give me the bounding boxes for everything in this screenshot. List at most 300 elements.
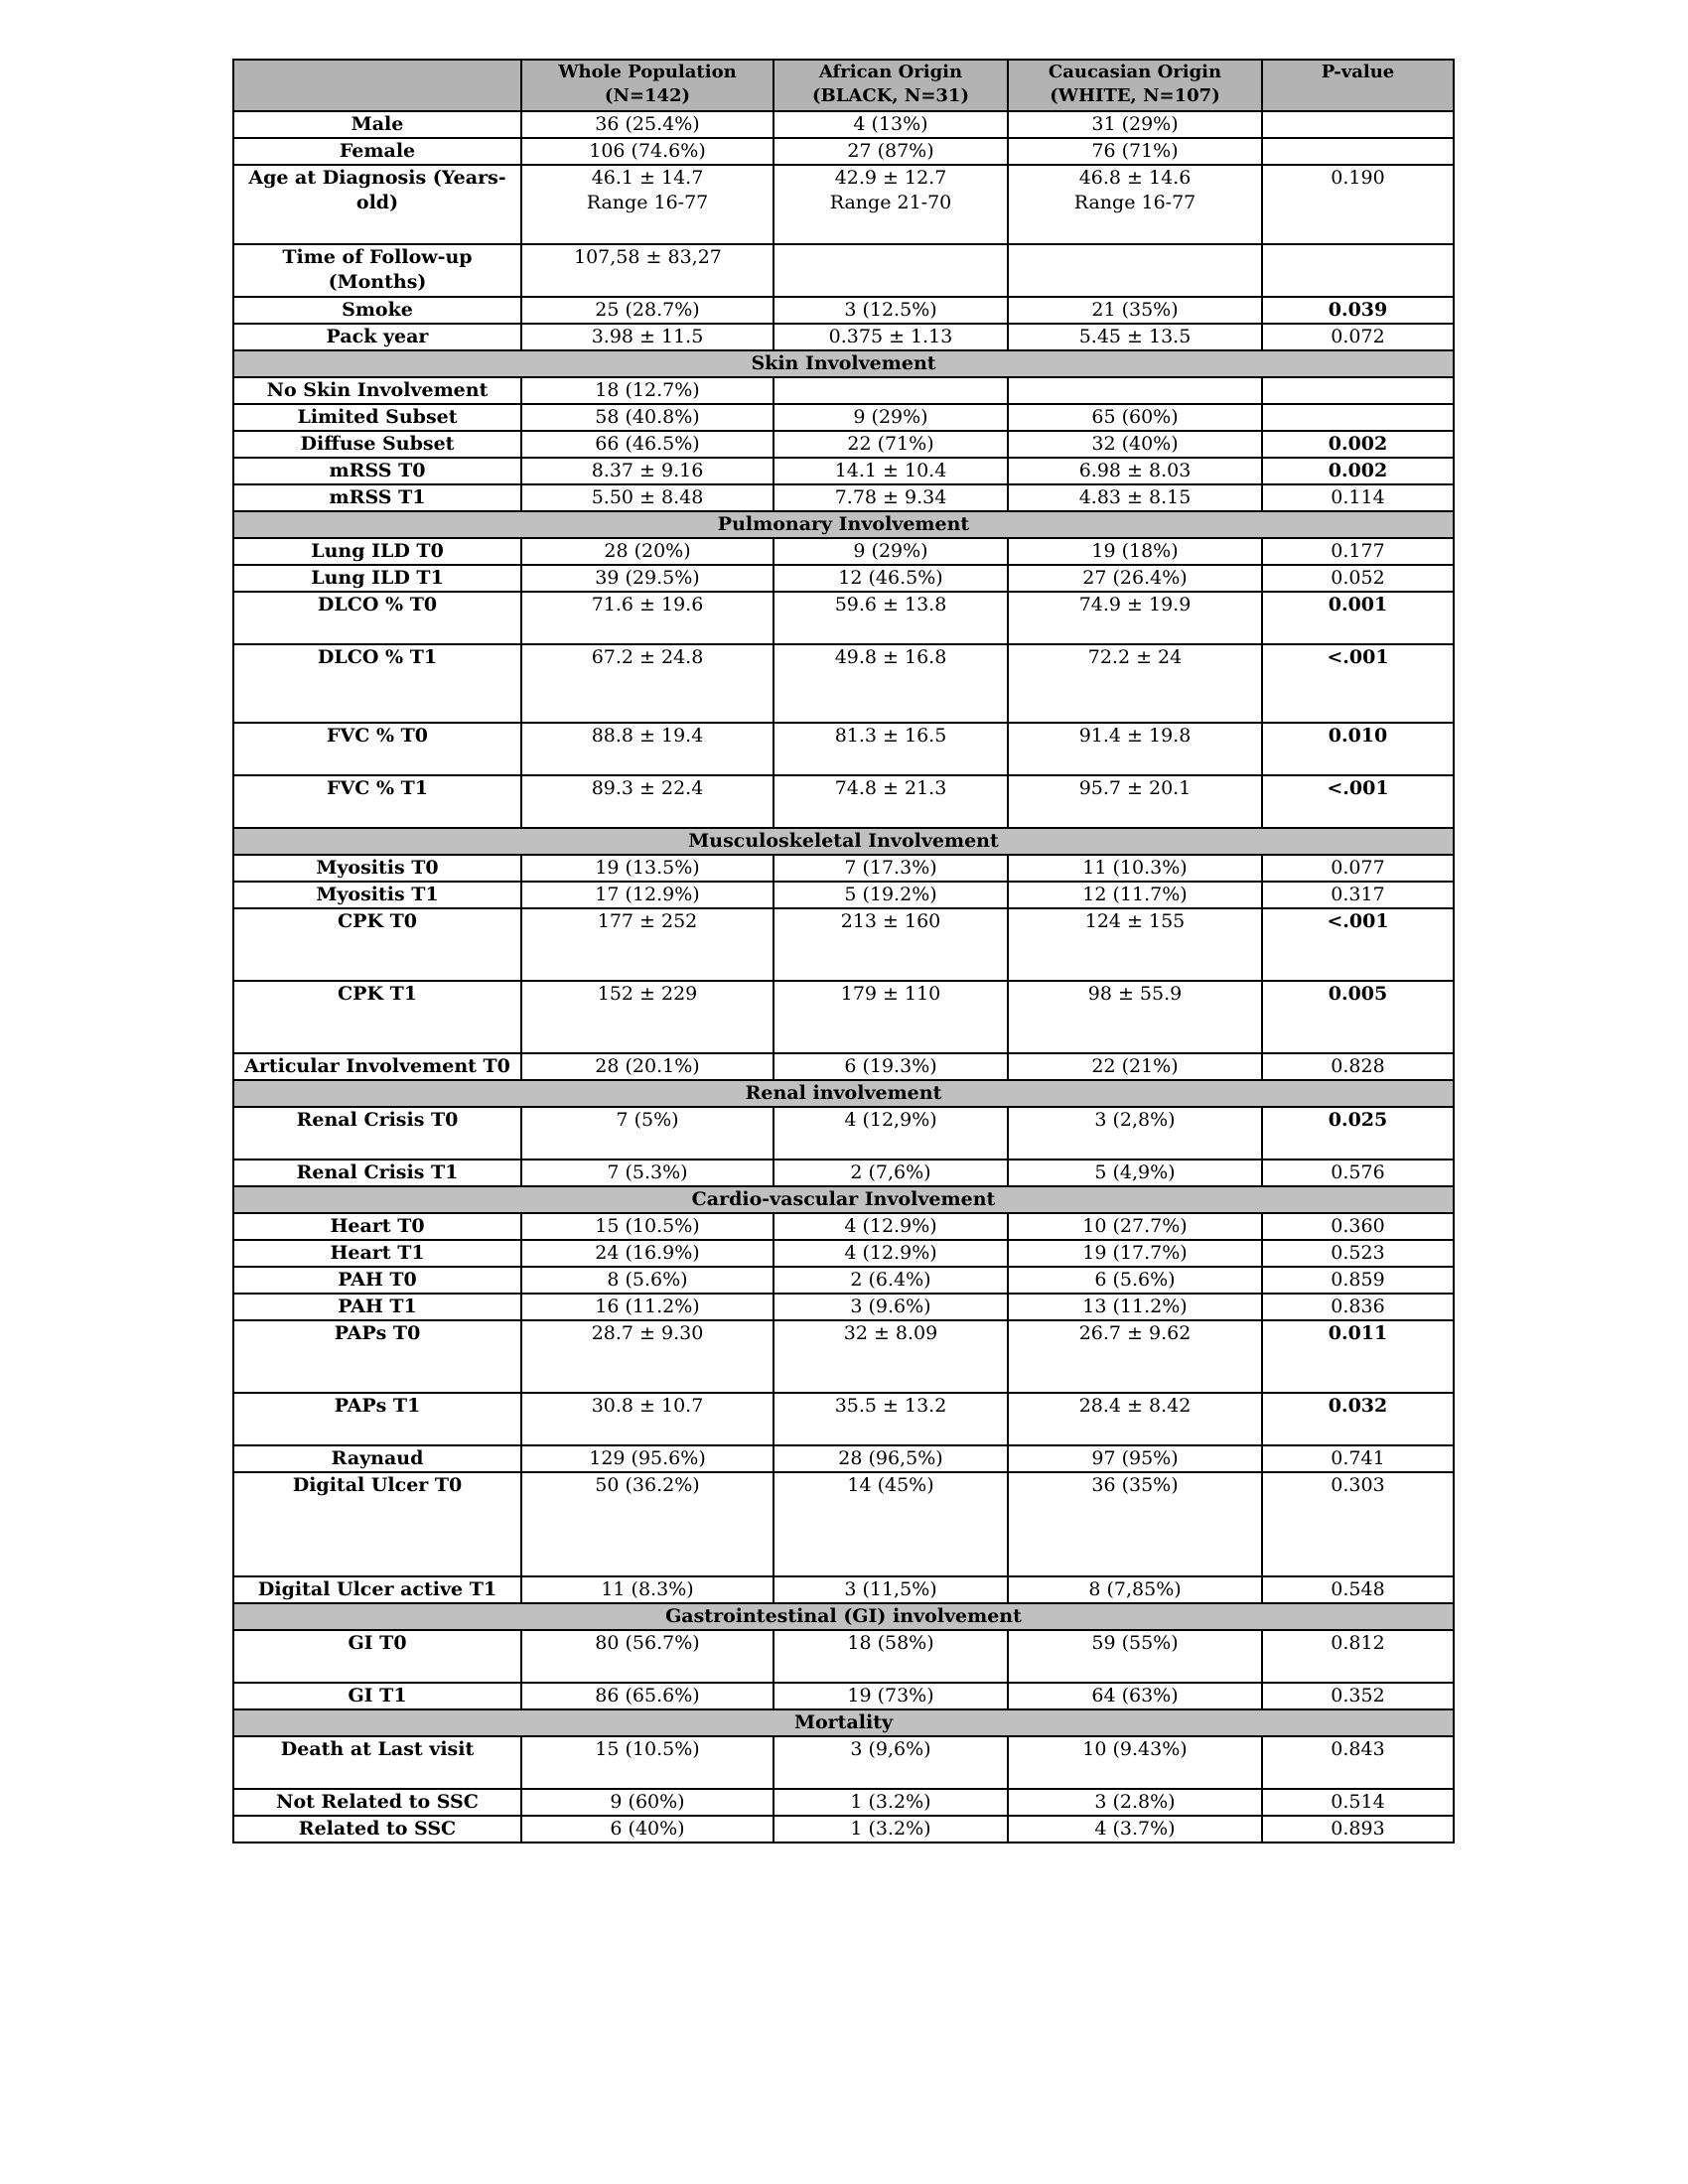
row-label: Myositis T1: [233, 882, 521, 908]
caucasian-origin-cell-value: 95.7 ± 20.1: [1078, 777, 1192, 799]
row-label: Related to SSC: [233, 1816, 521, 1843]
whole-population-cell: [521, 1736, 774, 1789]
whole-population-cell: [521, 111, 774, 138]
table-row: [233, 1576, 1454, 1603]
african-origin-cell-value: 3 (12.5%): [844, 299, 937, 321]
table-row: [233, 1053, 1454, 1080]
section-header-row: [233, 1186, 1454, 1213]
row-label: PAPs T1: [233, 1393, 521, 1445]
p-value-cell: 0.352: [1262, 1683, 1454, 1709]
table-row: [233, 431, 1454, 458]
caucasian-origin-cell-value: 5 (4,9%): [1094, 1161, 1176, 1183]
row-label: Raynaud: [233, 1445, 521, 1472]
caucasian-origin-cell: [1008, 1107, 1262, 1160]
caucasian-origin-cell: [1008, 775, 1262, 828]
p-value-cell: 0.548: [1262, 1576, 1454, 1603]
p-value-cell: 0.836: [1262, 1294, 1454, 1320]
caucasian-origin-cell: [1008, 1789, 1262, 1816]
row-label: Renal Crisis T0: [233, 1107, 521, 1160]
african-origin-cell: [774, 244, 1008, 297]
p-value-cell: 0.317: [1262, 882, 1454, 908]
whole-population-cell-value: 39 (29.5%): [595, 567, 700, 589]
whole-population-cell: [521, 1294, 774, 1320]
header-caucasian-origin-title: Caucasian Origin: [1048, 62, 1222, 82]
p-value-cell: 0.828: [1262, 1053, 1454, 1080]
african-origin-cell: [774, 538, 1008, 565]
p-value-cell: [1262, 377, 1454, 404]
caucasian-origin-cell: [1008, 855, 1262, 882]
african-origin-cell: [774, 855, 1008, 882]
african-origin-cell: [774, 565, 1008, 592]
header-row: [233, 60, 1454, 111]
whole-population-cell: [521, 908, 774, 981]
whole-population-cell-value: 50 (36.2%): [595, 1474, 700, 1496]
section-title: Renal involvement: [233, 1080, 1454, 1107]
table-row: [233, 882, 1454, 908]
table-row: [233, 1393, 1454, 1445]
whole-population-cell-value: 36 (25.4%): [595, 113, 700, 135]
caucasian-origin-cell-value: 64 (63%): [1091, 1685, 1179, 1706]
african-origin-cell: [774, 404, 1008, 431]
caucasian-origin-cell: [1008, 377, 1262, 404]
african-origin-cell: [774, 1320, 1008, 1393]
caucasian-origin-cell: [1008, 1472, 1262, 1576]
whole-population-cell: [521, 775, 774, 828]
caucasian-origin-cell-value: 10 (9.43%): [1082, 1738, 1188, 1760]
p-value-cell: 0.039: [1262, 297, 1454, 324]
row-label: Lung ILD T0: [233, 538, 521, 565]
african-origin-cell-value: 27 (87%): [847, 140, 934, 162]
whole-population-cell-value: 30.8 ± 10.7: [591, 1395, 704, 1417]
p-value-cell: 0.011: [1262, 1320, 1454, 1393]
row-label: mRSS T0: [233, 458, 521, 484]
african-origin-cell: [774, 1267, 1008, 1294]
p-value-cell: 0.859: [1262, 1267, 1454, 1294]
row-label: FVC % T0: [233, 723, 521, 775]
table-row: [233, 1736, 1454, 1789]
row-label: Death at Last visit: [233, 1736, 521, 1789]
row-label: Pack year: [233, 324, 521, 350]
african-origin-cell-value: 6 (19.3%): [844, 1055, 937, 1077]
caucasian-origin-cell-value: 27 (26.4%): [1082, 567, 1188, 589]
african-origin-cell-value: 18 (58%): [847, 1632, 934, 1654]
caucasian-origin-cell-value: 22 (21%): [1091, 1055, 1179, 1077]
african-origin-cell: [774, 1053, 1008, 1080]
whole-population-cell: [521, 1445, 774, 1472]
caucasian-origin-cell-value: 46.8 ± 14.6: [1078, 167, 1192, 189]
section-header-row: [233, 511, 1454, 538]
caucasian-origin-cell: [1008, 484, 1262, 511]
row-label: Renal Crisis T1: [233, 1160, 521, 1186]
section-title: Musculoskeletal Involvement: [233, 828, 1454, 855]
african-origin-cell: [774, 882, 1008, 908]
row-label: Myositis T0: [233, 855, 521, 882]
whole-population-cell-value: 3.98 ± 11.5: [591, 326, 704, 347]
caucasian-origin-cell: [1008, 565, 1262, 592]
table-row: [233, 1213, 1454, 1240]
whole-population-cell-value: 8.37 ± 9.16: [591, 460, 704, 481]
row-label: Not Related to SSC: [233, 1789, 521, 1816]
section-title: Pulmonary Involvement: [233, 511, 1454, 538]
whole-population-cell: [521, 324, 774, 350]
caucasian-origin-cell: [1008, 431, 1262, 458]
caucasian-origin-cell: [1008, 1576, 1262, 1603]
african-origin-cell: [774, 1630, 1008, 1683]
caucasian-origin-cell-value: 10 (27.7%): [1082, 1215, 1188, 1237]
african-origin-cell: [774, 775, 1008, 828]
african-origin-cell-value: 213 ± 160: [840, 910, 941, 932]
table-row: [233, 458, 1454, 484]
african-origin-cell-value: 4 (12.9%): [844, 1215, 937, 1237]
whole-population-cell-value: 8 (5.6%): [607, 1269, 688, 1291]
caucasian-origin-cell-value: 76 (71%): [1091, 140, 1179, 162]
table-header: [233, 60, 1454, 111]
caucasian-origin-cell-value: 4.83 ± 8.15: [1078, 486, 1192, 508]
whole-population-cell-value: 19 (13.5%): [595, 857, 700, 879]
header-blank: [233, 60, 521, 111]
african-origin-cell: [774, 1213, 1008, 1240]
african-origin-cell-value: 35.5 ± 13.2: [834, 1395, 947, 1417]
african-origin-cell-value: 9 (29%): [853, 406, 928, 428]
caucasian-origin-cell-value: 13 (11.2%): [1082, 1296, 1188, 1317]
caucasian-origin-cell-value: 91.4 ± 19.8: [1078, 725, 1192, 747]
header-african-origin: [774, 60, 1008, 111]
caucasian-origin-cell: [1008, 138, 1262, 165]
table-row: [233, 538, 1454, 565]
row-label: Female: [233, 138, 521, 165]
whole-population-cell-value: 80 (56.7%): [595, 1632, 700, 1654]
table-row: [233, 1789, 1454, 1816]
p-value-cell: 0.514: [1262, 1789, 1454, 1816]
whole-population-cell: [521, 377, 774, 404]
caucasian-origin-cell-value: 5.45 ± 13.5: [1078, 326, 1192, 347]
african-origin-cell: [774, 592, 1008, 644]
whole-population-cell-value: 152 ± 229: [597, 983, 698, 1005]
caucasian-origin-cell-value: 59 (55%): [1091, 1632, 1179, 1654]
table-row: [233, 1107, 1454, 1160]
table-body: [233, 111, 1454, 1843]
whole-population-cell-value: 17 (12.9%): [595, 884, 700, 905]
african-origin-cell-value: 32 ± 8.09: [843, 1322, 938, 1344]
whole-population-cell: [521, 644, 774, 723]
caucasian-origin-cell: [1008, 538, 1262, 565]
african-origin-cell-value: 3 (11,5%): [844, 1578, 937, 1600]
section-title: Skin Involvement: [233, 350, 1454, 377]
row-label: Smoke: [233, 297, 521, 324]
p-value-cell: [1262, 244, 1454, 297]
whole-population-cell-value: 86 (65.6%): [595, 1685, 700, 1706]
row-label: PAH T0: [233, 1267, 521, 1294]
p-value-cell: 0.002: [1262, 458, 1454, 484]
caucasian-origin-cell: [1008, 1294, 1262, 1320]
whole-population-cell: [521, 1160, 774, 1186]
african-origin-cell-value: 74.8 ± 21.3: [834, 777, 947, 799]
african-origin-cell-value: 42.9 ± 12.7: [834, 167, 947, 189]
african-origin-cell-value: 0.375 ± 1.13: [828, 326, 953, 347]
section-header-row: [233, 350, 1454, 377]
row-label: Limited Subset: [233, 404, 521, 431]
whole-population-cell: [521, 1053, 774, 1080]
p-value-cell: 0.052: [1262, 565, 1454, 592]
p-value-cell: 0.072: [1262, 324, 1454, 350]
african-origin-cell: [774, 723, 1008, 775]
african-origin-cell-value: 19 (73%): [847, 1685, 934, 1706]
table-row: [233, 165, 1454, 244]
header-whole-population-title: Whole Population: [558, 62, 737, 82]
caucasian-origin-cell-value: 32 (40%): [1091, 433, 1179, 455]
table-row: [233, 244, 1454, 297]
row-label: Age at Diagnosis (Years-old): [233, 165, 521, 244]
whole-population-cell-value: 16 (11.2%): [595, 1296, 700, 1317]
table-row: [233, 111, 1454, 138]
african-origin-cell-value: 49.8 ± 16.8: [834, 646, 947, 668]
header-whole-population: [521, 60, 774, 111]
whole-population-cell-value: 25 (28.7%): [595, 299, 700, 321]
caucasian-origin-cell-value: 6 (5.6%): [1094, 1269, 1176, 1291]
caucasian-origin-cell: [1008, 111, 1262, 138]
caucasian-origin-cell: [1008, 723, 1262, 775]
whole-population-cell-value: 71.6 ± 19.6: [591, 594, 704, 615]
p-value-cell: 0.741: [1262, 1445, 1454, 1472]
table-row: [233, 1294, 1454, 1320]
table-row: [233, 1240, 1454, 1267]
p-value-cell: 0.025: [1262, 1107, 1454, 1160]
whole-population-cell-value: 24 (16.9%): [595, 1242, 700, 1264]
whole-population-cell: [521, 1789, 774, 1816]
header-caucasian-origin: [1008, 60, 1262, 111]
caucasian-origin-cell: [1008, 1213, 1262, 1240]
section-title: Gastrointestinal (GI) involvement: [233, 1603, 1454, 1630]
table-row: [233, 1267, 1454, 1294]
row-label: Heart T0: [233, 1213, 521, 1240]
caucasian-origin-cell: [1008, 324, 1262, 350]
whole-population-cell: [521, 1816, 774, 1843]
caucasian-origin-cell: [1008, 1736, 1262, 1789]
whole-population-cell: [521, 1107, 774, 1160]
caucasian-origin-cell: [1008, 458, 1262, 484]
caucasian-origin-cell-value: 21 (35%): [1091, 299, 1179, 321]
caucasian-origin-cell: [1008, 908, 1262, 981]
african-origin-cell-value: 14.1 ± 10.4: [834, 460, 947, 481]
row-label: PAPs T0: [233, 1320, 521, 1393]
african-origin-cell-range: Range 21-70: [829, 192, 952, 213]
table-row: [233, 775, 1454, 828]
african-origin-cell-value: 4 (12,9%): [844, 1109, 937, 1131]
p-value-cell: 0.360: [1262, 1213, 1454, 1240]
african-origin-cell: [774, 1789, 1008, 1816]
whole-population-cell-value: 9 (60%): [610, 1791, 685, 1813]
whole-population-cell-range: Range 16-77: [586, 192, 709, 213]
table-row: [233, 644, 1454, 723]
whole-population-cell-value: 7 (5%): [616, 1109, 679, 1131]
african-origin-cell-value: 9 (29%): [853, 540, 928, 562]
table-row: [233, 1320, 1454, 1393]
caucasian-origin-cell: [1008, 1267, 1262, 1294]
african-origin-cell: [774, 1107, 1008, 1160]
african-origin-cell-value: 4 (12.9%): [844, 1242, 937, 1264]
p-value-cell: 0.523: [1262, 1240, 1454, 1267]
african-origin-cell: [774, 981, 1008, 1053]
african-origin-cell: [774, 1240, 1008, 1267]
caucasian-origin-cell: [1008, 1240, 1262, 1267]
row-label: DLCO % T0: [233, 592, 521, 644]
caucasian-origin-cell: [1008, 404, 1262, 431]
row-label: No Skin Involvement: [233, 377, 521, 404]
row-label: mRSS T1: [233, 484, 521, 511]
row-label: Digital Ulcer T0: [233, 1472, 521, 1576]
african-origin-cell-value: 1 (3.2%): [850, 1791, 931, 1813]
african-origin-cell: [774, 1472, 1008, 1576]
caucasian-origin-cell-value: 12 (11.7%): [1082, 884, 1188, 905]
whole-population-cell: [521, 165, 774, 244]
caucasian-origin-cell-range: Range 16-77: [1073, 192, 1196, 213]
table-row: [233, 592, 1454, 644]
african-origin-cell-value: 5 (19.2%): [844, 884, 937, 905]
p-value-cell: 0.005: [1262, 981, 1454, 1053]
caucasian-origin-cell: [1008, 1816, 1262, 1843]
african-origin-cell: [774, 484, 1008, 511]
whole-population-cell: [521, 458, 774, 484]
african-origin-cell-value: 28 (96,5%): [838, 1447, 943, 1469]
caucasian-origin-cell: [1008, 644, 1262, 723]
whole-population-cell: [521, 882, 774, 908]
whole-population-cell-value: 28 (20.1%): [595, 1055, 700, 1077]
table-row: [233, 908, 1454, 981]
african-origin-cell: [774, 1445, 1008, 1472]
p-value-cell: 0.002: [1262, 431, 1454, 458]
whole-population-cell: [521, 431, 774, 458]
p-value-cell: 0.032: [1262, 1393, 1454, 1445]
row-label: Diffuse Subset: [233, 431, 521, 458]
caucasian-origin-cell-value: 74.9 ± 19.9: [1078, 594, 1192, 615]
african-origin-cell: [774, 1736, 1008, 1789]
african-origin-cell: [774, 1160, 1008, 1186]
caucasian-origin-cell: [1008, 592, 1262, 644]
whole-population-cell: [521, 1240, 774, 1267]
african-origin-cell-value: 81.3 ± 16.5: [834, 725, 947, 747]
whole-population-cell: [521, 297, 774, 324]
whole-population-cell-value: 177 ± 252: [597, 910, 698, 932]
african-origin-cell: [774, 1393, 1008, 1445]
row-label: GI T0: [233, 1630, 521, 1683]
table-row: [233, 981, 1454, 1053]
p-value-cell: 0.843: [1262, 1736, 1454, 1789]
row-label: DLCO % T1: [233, 644, 521, 723]
caucasian-origin-cell: [1008, 1393, 1262, 1445]
caucasian-origin-cell-value: 72.2 ± 24: [1087, 646, 1183, 668]
african-origin-cell: [774, 1576, 1008, 1603]
caucasian-origin-cell: [1008, 165, 1262, 244]
whole-population-cell-value: 129 (95.6%): [589, 1447, 706, 1469]
african-origin-cell: [774, 324, 1008, 350]
caucasian-origin-cell: [1008, 1630, 1262, 1683]
table-row: [233, 297, 1454, 324]
african-origin-cell-value: 3 (9,6%): [850, 1738, 931, 1760]
whole-population-cell-value: 28 (20%): [604, 540, 691, 562]
whole-population-cell-value: 106 (74.6%): [589, 140, 706, 162]
p-value-cell: 0.303: [1262, 1472, 1454, 1576]
table-row: [233, 1683, 1454, 1709]
caucasian-origin-cell-value: 124 ± 155: [1084, 910, 1186, 932]
caucasian-origin-cell-value: 97 (95%): [1091, 1447, 1179, 1469]
whole-population-cell-value: 67.2 ± 24.8: [591, 646, 704, 668]
whole-population-cell: [521, 565, 774, 592]
whole-population-cell-value: 88.8 ± 19.4: [591, 725, 704, 747]
section-title: Mortality: [233, 1709, 1454, 1736]
african-origin-cell: [774, 458, 1008, 484]
table-row: [233, 855, 1454, 882]
p-value-cell: 0.177: [1262, 538, 1454, 565]
p-value-cell: 0.077: [1262, 855, 1454, 882]
caucasian-origin-cell: [1008, 1445, 1262, 1472]
p-value-cell: <.001: [1262, 644, 1454, 723]
african-origin-cell-value: 1 (3.2%): [850, 1818, 931, 1840]
table-row: [233, 404, 1454, 431]
table-row: [233, 324, 1454, 350]
african-origin-cell-value: 12 (46.5%): [838, 567, 943, 589]
caucasian-origin-cell-value: 31 (29%): [1091, 113, 1179, 135]
african-origin-cell-value: 14 (45%): [847, 1474, 934, 1496]
table-row: [233, 1472, 1454, 1576]
african-origin-cell-value: 22 (71%): [847, 433, 934, 455]
whole-population-cell: [521, 1393, 774, 1445]
whole-population-cell: [521, 592, 774, 644]
african-origin-cell: [774, 1683, 1008, 1709]
whole-population-cell-value: 7 (5.3%): [607, 1161, 688, 1183]
p-value-cell: [1262, 111, 1454, 138]
whole-population-cell: [521, 981, 774, 1053]
row-label: Time of Follow-up (Months): [233, 244, 521, 297]
african-origin-cell-value: 2 (6.4%): [850, 1269, 931, 1291]
whole-population-cell-value: 58 (40.8%): [595, 406, 700, 428]
caucasian-origin-cell-value: 6.98 ± 8.03: [1078, 460, 1192, 481]
african-origin-cell-value: 4 (13%): [853, 113, 928, 135]
table-row: [233, 723, 1454, 775]
caucasian-origin-cell-value: 11 (10.3%): [1082, 857, 1188, 879]
caucasian-origin-cell-value: 4 (3.7%): [1094, 1818, 1176, 1840]
african-origin-cell-value: 7.78 ± 9.34: [834, 486, 947, 508]
section-header-row: [233, 1709, 1454, 1736]
whole-population-cell-value: 15 (10.5%): [595, 1738, 700, 1760]
african-origin-cell-value: 2 (7,6%): [850, 1161, 931, 1183]
header-whole-population-n: (N=142): [604, 85, 691, 106]
p-value-cell: 0.190: [1262, 165, 1454, 244]
p-value-cell: 0.576: [1262, 1160, 1454, 1186]
whole-population-cell: [521, 1213, 774, 1240]
p-value-cell: <.001: [1262, 908, 1454, 981]
whole-population-cell: [521, 1683, 774, 1709]
row-label: CPK T1: [233, 981, 521, 1053]
whole-population-cell-value: 6 (40%): [610, 1818, 685, 1840]
table-row: [233, 1445, 1454, 1472]
demographics-table: [232, 59, 1455, 1843]
whole-population-cell: [521, 1320, 774, 1393]
caucasian-origin-cell: [1008, 981, 1262, 1053]
header-caucasian-origin-n: (WHITE, N=107): [1050, 85, 1220, 106]
whole-population-cell-value: 15 (10.5%): [595, 1215, 700, 1237]
african-origin-cell-value: 59.6 ± 13.8: [834, 594, 947, 615]
table-row: [233, 1816, 1454, 1843]
row-label: Articular Involvement T0: [233, 1053, 521, 1080]
whole-population-cell-value: 11 (8.3%): [601, 1578, 694, 1600]
table-row: [233, 377, 1454, 404]
african-origin-cell: [774, 377, 1008, 404]
caucasian-origin-cell-value: 36 (35%): [1091, 1474, 1179, 1496]
african-origin-cell-value: 3 (9.6%): [850, 1296, 931, 1317]
p-value-cell: [1262, 138, 1454, 165]
african-origin-cell-value: 7 (17.3%): [844, 857, 937, 879]
caucasian-origin-cell-value: 98 ± 55.9: [1087, 983, 1183, 1005]
